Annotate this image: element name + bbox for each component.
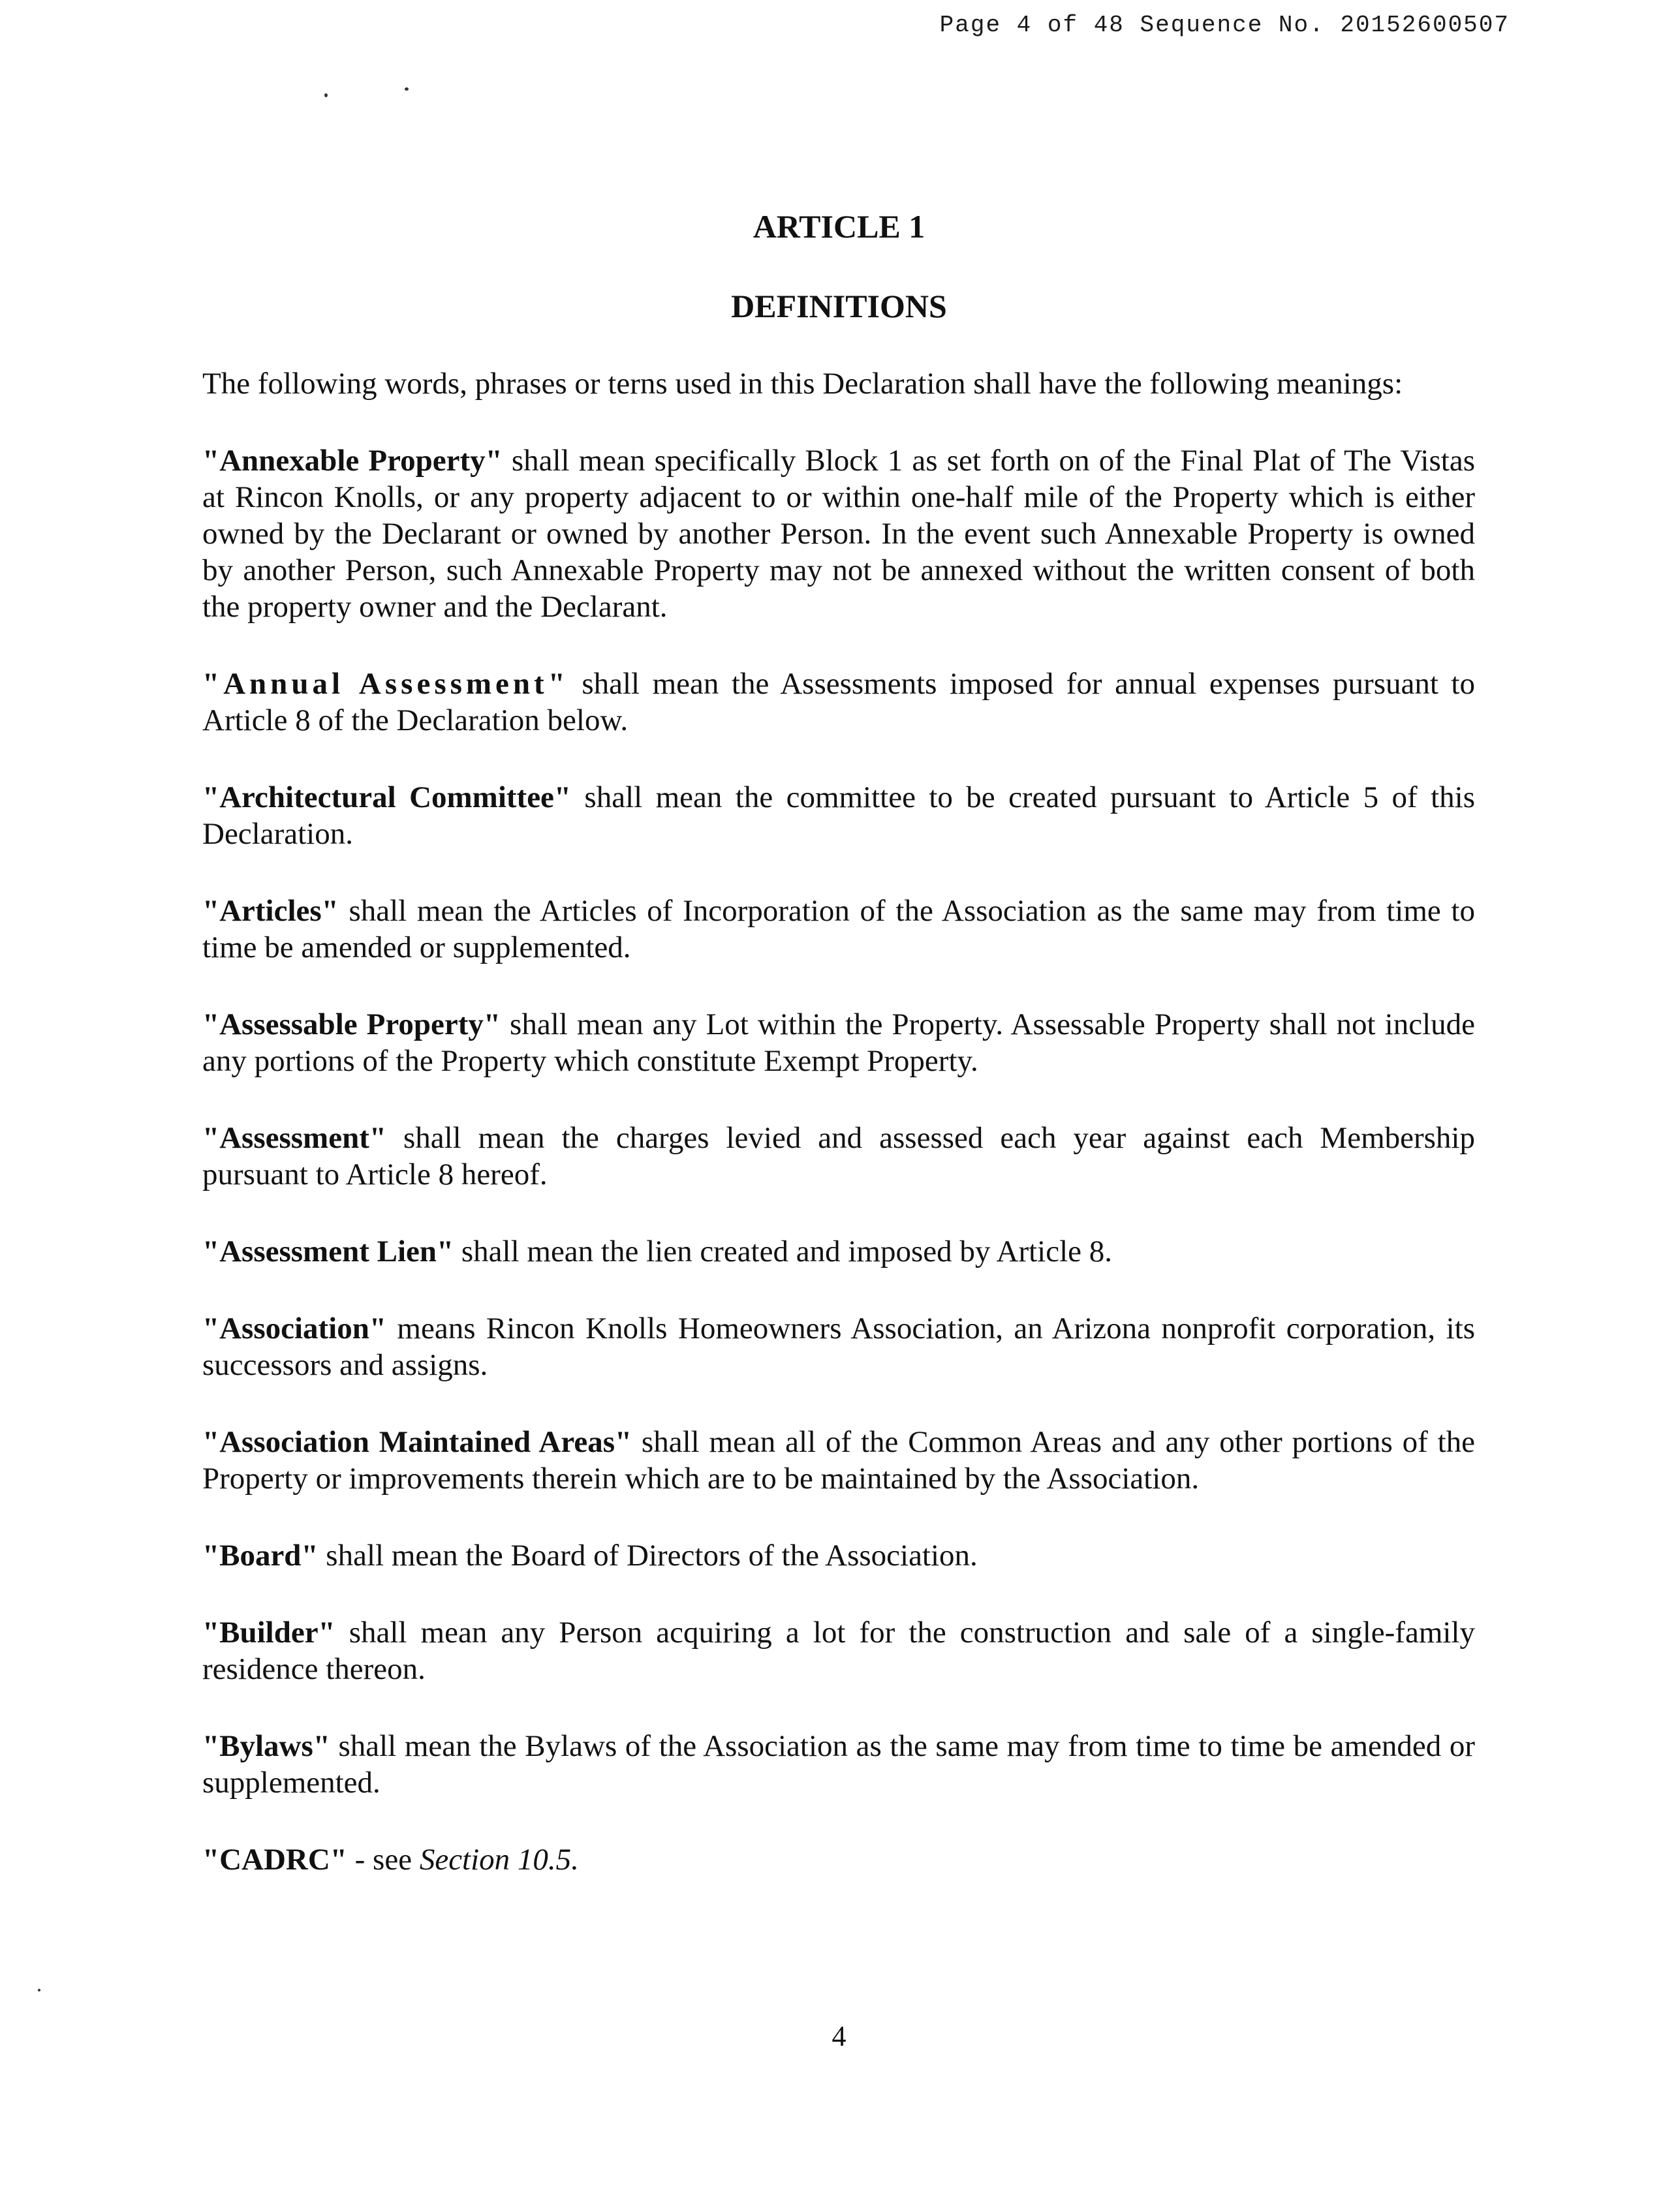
definition-text: shall mean the Articles of Incorporation of the Association as the same may from time to time be amended or supplemented. <box>202 894 1475 964</box>
definition-term: "Board" <box>202 1539 319 1573</box>
definition-term: "Association Maintained Areas" <box>202 1425 632 1459</box>
sequence-stamp: Page 4 of 48 Sequence No. 20152600507 <box>939 12 1510 38</box>
definition-term: "Architectural Committee" <box>202 780 572 814</box>
definition-text: shall mean any Lot within the Property. Assessable Property shall not include any portions of the Property which constitute Exempt Property. <box>202 1007 1475 1078</box>
definition-bylaws <box>202 1728 1475 1801</box>
article-subtitle: DEFINITIONS <box>731 288 947 324</box>
definition-text: shall mean all of the Common Areas and any other portions of the Property or improvements therein which are to be maintained by the Association. <box>202 1425 1475 1496</box>
definition-term: "Assessment" <box>202 1121 386 1155</box>
definition-association-maintained-areas <box>202 1424 1475 1497</box>
definition-term: "CADRC" <box>202 1843 347 1877</box>
definition-term: "Annual Assessment" <box>202 667 569 701</box>
definition-term: "Bylaws" <box>202 1729 330 1763</box>
definition-text: shall mean the Assessments imposed for annual expenses pursuant to Article 8 of the Declaration below. <box>202 667 1475 737</box>
definition-text: means Rincon Knolls Homeowners Association, an Arizona nonprofit corporation, its successors and assigns. <box>202 1312 1475 1382</box>
definition-architectural-committee <box>202 779 1475 852</box>
definition-text: shall mean specifically Block 1 as set forth on of the Final Plat of The Vistas at Rincon Knolls, or any property adjacent to or within one-half mile of the Property which is either owned by the Declarant or owned by another Person. In the event such Annexable Property is owned by another Person, such Annexable Property may not be annexed without the written consent of both the property owner and the Declarant. <box>202 444 1475 624</box>
definition-text: shall mean the Board of Directors of the Association. <box>318 1539 978 1573</box>
definition-cadrc <box>202 1841 1475 1878</box>
scan-speck <box>38 1989 40 1991</box>
article-title: ARTICLE 1 <box>753 208 925 245</box>
definition-text: shall mean the committee to be created pursuant to Article 5 of this Declaration. <box>202 780 1475 851</box>
definition-term: "Assessable Property" <box>202 1007 501 1041</box>
definition-assessment <box>202 1120 1475 1193</box>
definition-term: "Assessment Lien" <box>202 1235 454 1268</box>
definition-builder <box>202 1614 1475 1687</box>
definition-assessable-property <box>202 1006 1475 1079</box>
definition-text: shall mean the lien created and imposed by Article 8. <box>454 1235 1112 1268</box>
definition-term: "Articles" <box>202 894 339 928</box>
definition-assessment-lien <box>202 1233 1475 1270</box>
definition-annual-assessment <box>202 666 1475 739</box>
definition-term: "Association" <box>202 1312 386 1345</box>
definition-annexable-property <box>202 442 1475 625</box>
definition-text: shall mean the charges levied and assessed each year against each Membership pursuant to Article 8 hereof. <box>202 1121 1475 1191</box>
page-number: 4 <box>831 2020 847 2052</box>
definition-text: shall mean the Bylaws of the Association as the same may from time to time be amended or supplemented. <box>202 1729 1475 1800</box>
definition-term: "Builder" <box>202 1616 335 1650</box>
definition-articles <box>202 893 1475 966</box>
intro-paragraph: The following words, phrases or terns used in this Declaration shall have the following meanings: <box>202 367 1403 401</box>
definition-association <box>202 1310 1475 1383</box>
scan-speck <box>324 93 328 97</box>
section-reference: Section 10.5. <box>419 1843 579 1877</box>
definition-text: - see <box>347 1843 420 1877</box>
definition-board <box>202 1537 1475 1574</box>
definition-term: "Annexable Property" <box>202 444 503 478</box>
definition-text: shall mean any Person acquiring a lot for the construction and sale of a single-family residence thereon. <box>202 1616 1475 1686</box>
document-body <box>202 365 1475 1918</box>
scan-speck <box>405 87 409 91</box>
